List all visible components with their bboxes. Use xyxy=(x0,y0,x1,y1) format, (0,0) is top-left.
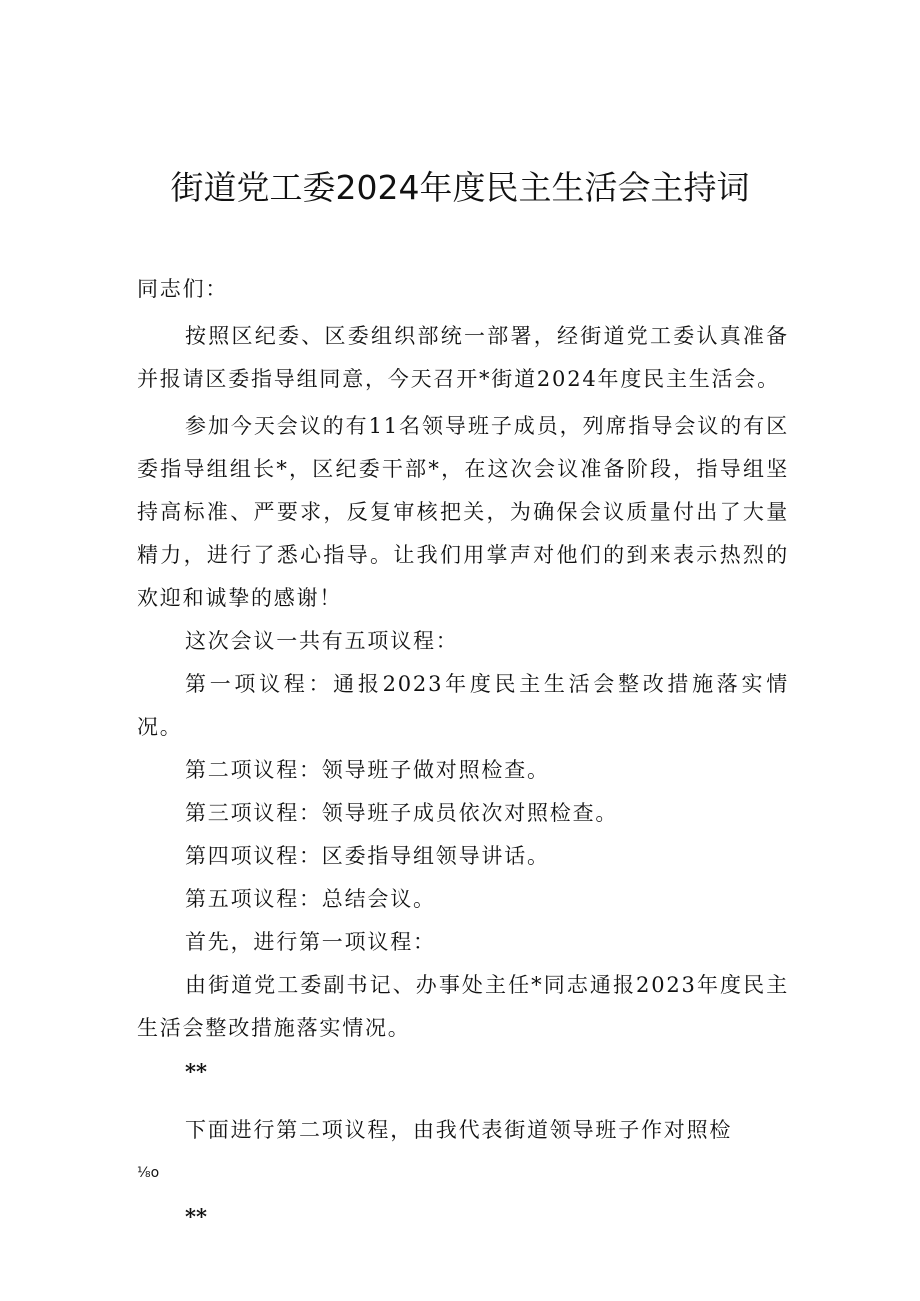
omission-marker: ** xyxy=(185,1204,207,1229)
agenda-item-5: 第五项议程：总结会议。 xyxy=(185,887,436,911)
agenda-intro: 这次会议一共有五项议程： xyxy=(185,629,459,653)
agenda-item-3: 第三项议程：领导班子成员依次对照检查。 xyxy=(185,801,619,825)
salutation: 同志们： xyxy=(137,277,229,301)
first-item-line: 首先，进行第一项议程： xyxy=(185,930,436,954)
paragraph-second-item-tail: ⅛o xyxy=(137,1165,160,1181)
paragraph-second-item: 下面进行第二项议程，由我代表街道领导班子作对照检 xyxy=(185,1118,733,1142)
paragraph-report: 由街道党工委副书记、办事处主任*同志通报2023年度民主生活会整改措施落实情况。 xyxy=(137,973,789,1040)
page-title: 街道党工委2024年度民主生活会主持词 xyxy=(170,168,750,207)
agenda-item-1: 第一项议程：通报2023年度民主生活会整改措施落实情况。 xyxy=(137,672,789,739)
paragraph-attendees: 参加今天会议的有11名领导班子成员，列席指导会议的有区委指导组组长*，区纪委干部*，在这次会议准备阶段，指导组坚持高标准、严要求，反复审核把关，为确保会议质量付出了大量精力，进行了悉心指导。让我们用掌声对他们的到来表示热烈的欢迎和诚挚的感谢！ xyxy=(137,414,789,610)
agenda-item-4: 第四项议程：区委指导组领导讲话。 xyxy=(185,844,550,868)
omission-marker: ** xyxy=(185,1059,207,1084)
agenda-item-2: 第二项议程：领导班子做对照检查。 xyxy=(185,758,550,782)
paragraph-intro: 按照区纪委、区委组织部统一部署，经街道党工委认真准备并报请区委指导组同意，今天召开*街道2024年度民主生活会。 xyxy=(137,324,789,391)
document-body xyxy=(137,268,789,1238)
